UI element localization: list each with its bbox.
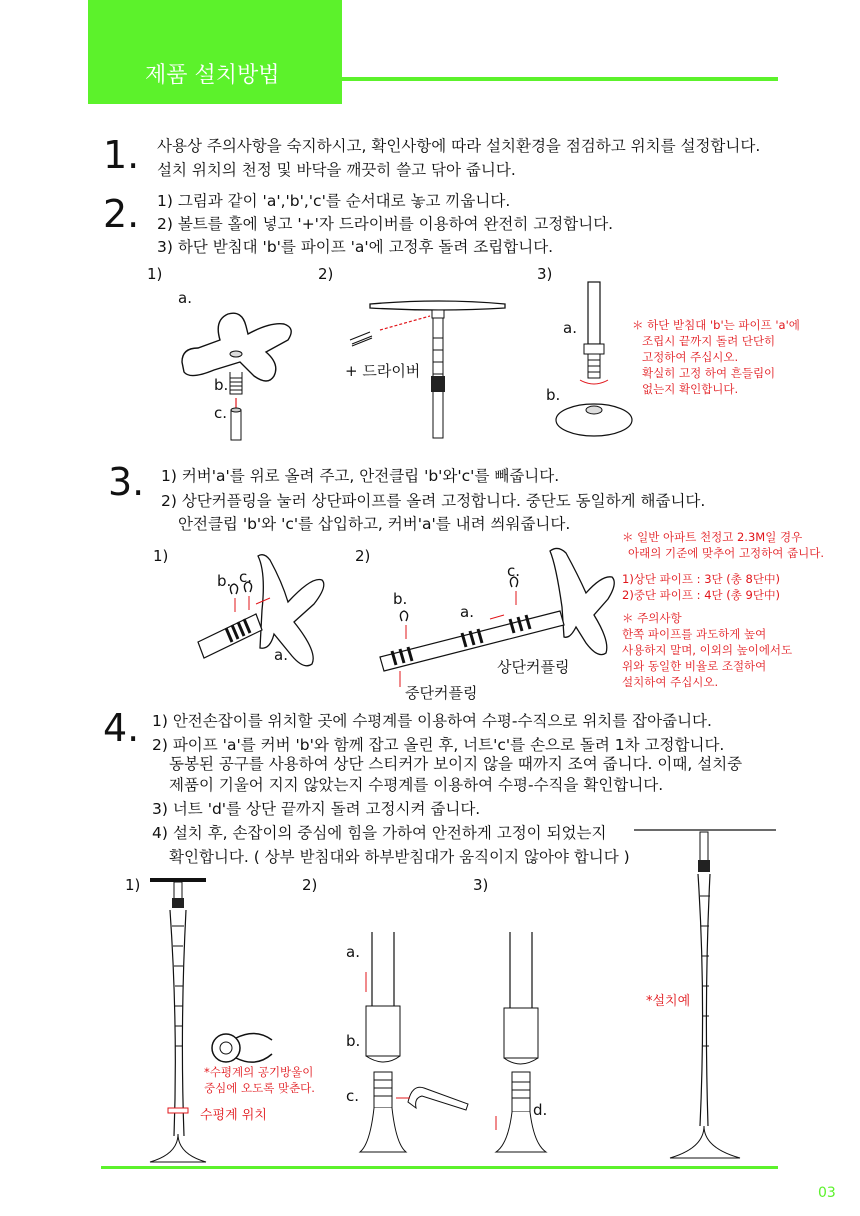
nut-d-illustration (488, 932, 578, 1162)
step-4-figure-1-label: 1) (125, 876, 141, 894)
step-3-line-3: 안전클립 'b'와 'c'를 삽입하고, 커버'a'를 내려 씌워줍니다. (178, 515, 571, 533)
pipe-assembly-illustration (380, 545, 620, 705)
middle-coupling-label: 중단커플링 (405, 684, 478, 702)
step-2-note-line: 조립시 끝까지 돌려 단단히 (642, 334, 776, 348)
clip-c-label-2: c. (507, 562, 521, 580)
step-3-number: 3. (108, 460, 145, 504)
step-3-figure-2-label: 2) (355, 547, 371, 565)
step-4-line-3: 동봉된 공구를 사용하여 상단 스티커가 보이지 않을 때까지 조여 줍니다. 이때, 설치중 (169, 755, 743, 773)
step-4-number: 4. (103, 706, 140, 750)
caution-line: 위와 동일한 비율로 조절하여 (622, 659, 767, 673)
pipe-spec-line: 2)중단 파이프 : 4단 (총 9단中) (622, 588, 780, 602)
fig2-c-label: c. (346, 1087, 360, 1105)
step-3-pipe-spec (622, 571, 780, 603)
level-note (204, 1064, 315, 1096)
nut-tighten-illustration (360, 932, 480, 1162)
label-b: b. (214, 376, 229, 394)
step-2-line-3: 3) 하단 받침대 'b'를 파이프 'a'에 고정후 돌려 조립합니다. (157, 238, 554, 256)
caution-line: 한쪽 파이프를 과도하게 높여 (622, 627, 767, 641)
step-3-caution (622, 610, 792, 690)
label-a-base: a. (563, 319, 577, 337)
pipe-spec-line: 1)상단 파이프 : 3단 (총 8단中) (622, 572, 780, 586)
cover-a-label: a. (274, 646, 288, 664)
label-a: a. (178, 289, 192, 307)
step-4-line-5: 3) 너트 'd'를 상단 끝까지 돌려 고정시켜 줍니다. (152, 800, 481, 818)
height-note-line: ＊ 일반 아파트 천정고 2.3M일 경우 (622, 530, 803, 544)
step-3-line-1: 1) 커버'a'를 위로 올려 주고, 안전클립 'b'와'c'를 빼줍니다. (161, 467, 560, 485)
step-4-line-7: 확인합니다. ( 상부 받침대와 하부받침대가 움직이지 않아야 합니다 ) (169, 848, 630, 866)
step-1-number: 1. (103, 133, 140, 177)
step-2-number: 2. (103, 192, 140, 236)
caution-line: 설치하여 주십시오. (622, 675, 719, 689)
cross-base-illustration (170, 300, 310, 440)
level-note-line: 중심에 오도록 맞춘다. (204, 1081, 315, 1095)
step-4-figure-2-label: 2) (302, 876, 318, 894)
cover-a-label-2: a. (460, 603, 474, 621)
step-1-line-2: 설치 위치의 천정 및 바닥을 깨끗히 쓸고 닦아 줍니다. (157, 161, 516, 179)
step-2-figure-1-label: 1) (147, 265, 163, 283)
clip-b-label: b. (217, 572, 232, 590)
clip-b-label-2: b. (393, 590, 408, 608)
step-3-height-note (622, 529, 824, 561)
step-4-line-4: 제품이 기울어 지지 않았는지 수평계를 이용하여 수평-수직을 확인합니다. (169, 776, 664, 794)
step-2-line-1: 1) 그림과 같이 'a','b','c'를 순서대로 놓고 끼웁니다. (157, 192, 511, 210)
label-b-base: b. (546, 386, 561, 404)
step-2-figure-2-label: 2) (318, 265, 334, 283)
page-number: 03 (818, 1185, 836, 1201)
footer-divider (101, 1166, 778, 1169)
step-1-line-1: 사용상 주의사항을 숙지하시고, 확인사항에 따라 설치환경을 점검하고 위치를 설정합니다. (157, 137, 761, 155)
step-4-line-2: 2) 파이프 'a'를 커버 'b'와 함께 잡고 올린 후, 너트'c'를 손으로 돌려 1차 고정합니다. (152, 736, 725, 754)
height-note-line: 아래의 기준에 맞추어 고정하여 줍니다. (628, 546, 825, 560)
nut-d-label: d. (533, 1101, 548, 1119)
step-3-figure-1-label: 1) (153, 547, 169, 565)
screwdriver-label: + 드라이버 (345, 362, 421, 380)
step-4-line-6: 4) 설치 후, 손잡이의 중심에 힘을 가하여 안전하게 고정이 되었는지 (152, 824, 607, 842)
fig2-b-label: b. (346, 1032, 361, 1050)
step-2-note-line: ＊ 하단 받침대 'b'는 파이프 'a'에 (632, 318, 800, 332)
level-position-label: 수평계 위치 (200, 1108, 267, 1123)
bottom-base-illustration (550, 282, 640, 442)
step-3-line-2: 2) 상단커플링을 눌러 상단파이프를 올려 고정합니다. 중단도 동일하게 해줍니다. (161, 492, 706, 510)
clip-c-label: c. (239, 568, 253, 586)
header-divider (342, 77, 778, 81)
caution-line: ＊ 주의사항 (622, 611, 682, 625)
step-2-note (632, 317, 800, 397)
upper-coupling-label: 상단커플링 (497, 658, 570, 676)
step-4-line-1: 1) 안전손잡이를 위치할 곳에 수평계를 이용하여 수평-수직으로 위치를 잡아줍니다. (152, 712, 712, 730)
step-2-figure-3-label: 3) (537, 265, 553, 283)
step-2-note-line: 없는지 확인합니다. (642, 382, 739, 396)
caution-line: 사용하지 말며, 이외의 높이에서도 (622, 643, 793, 657)
fig2-a-label: a. (346, 943, 360, 961)
label-c: c. (214, 404, 228, 422)
page-title: 제품 설치방법 (145, 63, 280, 88)
step-2-note-line: 확실히 고정 하여 흔들림이 (642, 366, 776, 380)
level-note-line: *수평계의 공기방울이 (204, 1065, 314, 1079)
step-2-note-line: 고정하여 주십시오. (642, 350, 739, 364)
step-2-line-2: 2) 볼트를 홀에 넣고 '+'자 드라이버를 이용하여 완전히 고정합니다. (157, 215, 614, 233)
step-4-figure-3-label: 3) (473, 876, 489, 894)
install-example-label: *설치예 (646, 994, 691, 1009)
